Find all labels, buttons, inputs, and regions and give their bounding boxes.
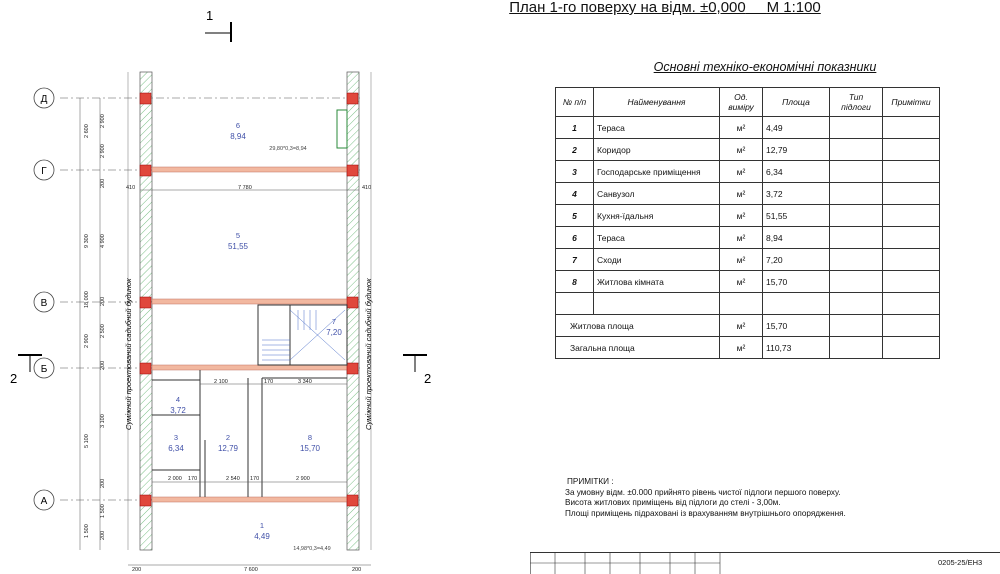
dim-vertical: 4 900: [100, 234, 106, 248]
room-label: [254, 521, 331, 552]
row-notes: [883, 161, 940, 183]
table-row: [556, 227, 940, 249]
notes-block: [565, 477, 846, 519]
room-area: 8,94: [230, 132, 246, 141]
row-unit: м²: [720, 139, 763, 161]
row-notes: [883, 117, 940, 139]
tub-icon: [337, 110, 347, 148]
table-title: Основні техніко-економічні показники: [653, 60, 877, 74]
notes-heading: ПРИМІТКИ :: [567, 477, 614, 486]
room-area-calc: 29,80*0,3=8,94: [269, 146, 307, 152]
dim-bottom: 200: [132, 567, 142, 573]
section-label-right: 2: [424, 371, 432, 386]
dim-vertical-outer: 5 100: [84, 434, 90, 448]
row-floor-type: [830, 249, 883, 271]
dim-vertical: 3 100: [100, 414, 106, 428]
row-no: 7: [556, 249, 594, 271]
row-no: 6: [556, 227, 594, 249]
row-floor-type: [830, 139, 883, 161]
row-floor-type: [830, 183, 883, 205]
table-row: [556, 117, 940, 139]
total-unit: м²: [720, 315, 763, 337]
room-number: 6: [235, 121, 241, 130]
table-row: [556, 183, 940, 205]
dim-horizontal: 410: [126, 185, 136, 191]
dim-horizontal: 3 340: [298, 379, 312, 385]
drawing-scale: М 1:100: [766, 0, 821, 16]
room-label: [170, 395, 186, 415]
section-mark-right: [403, 355, 431, 386]
axis-marker: [34, 292, 54, 312]
room-number: 4: [175, 395, 181, 404]
table-header-row: [556, 88, 940, 117]
row-unit: м²: [720, 249, 763, 271]
row-unit: м²: [720, 161, 763, 183]
notes-line: Висота житлових приміщень від підлоги до стелі - 3,00м.: [565, 498, 781, 507]
room-area: 51,55: [227, 242, 249, 251]
empty-cell: [883, 337, 940, 359]
room-label: [326, 317, 342, 337]
axis-marker: [34, 88, 54, 108]
room-label: [218, 433, 239, 453]
dim-horizontal: 2 100: [214, 379, 228, 385]
empty-cell: [556, 293, 594, 315]
dim-vertical: 2 900: [100, 144, 106, 158]
row-unit: м²: [720, 205, 763, 227]
row-no: 3: [556, 161, 594, 183]
header-unit: Од. виміру: [720, 88, 763, 117]
dim-vertical: 200: [100, 530, 106, 540]
room-area: 12,79: [217, 444, 239, 453]
total-area: 15,70: [763, 315, 830, 337]
dim-vertical: 1 500: [100, 504, 106, 518]
room-number: 5: [235, 231, 241, 240]
dim-vertical: 200: [100, 296, 106, 306]
axis-marker: [34, 490, 54, 510]
row-area: 7,20: [763, 249, 830, 271]
room-area: 7,20: [326, 328, 342, 337]
row-no: 1: [556, 117, 594, 139]
right-wall-label: Суміжний проектований садибний будинок: [364, 278, 373, 430]
empty-cell: [883, 293, 940, 315]
room-label: [228, 231, 249, 251]
table-row: [556, 271, 940, 293]
header-name: Найменування: [594, 88, 720, 117]
drawing-title-text: План 1-го поверху на відм. ±0,000: [509, 0, 746, 16]
dim-vertical-outer: 1 500: [84, 524, 90, 538]
empty-cell: [594, 293, 720, 315]
row-name: Господарське приміщення: [594, 161, 720, 183]
room-number: 2: [225, 433, 231, 442]
row-floor-type: [830, 117, 883, 139]
total-area: 110,73: [763, 337, 830, 359]
row-area: 3,72: [763, 183, 830, 205]
axis-label: Б: [40, 364, 48, 375]
dim-vertical-outer: 18 000: [84, 291, 90, 308]
row-area: 8,94: [763, 227, 830, 249]
left-wall-label: Суміжний проектований садибний будинок: [124, 278, 133, 430]
empty-cell: [830, 337, 883, 359]
dim-bottom: 200: [352, 567, 362, 573]
row-notes: [883, 227, 940, 249]
row-floor-type: [830, 205, 883, 227]
dim-horizontal: 7 780: [238, 185, 252, 191]
row-no: 5: [556, 205, 594, 227]
total-name: Житлова площа: [556, 315, 720, 337]
room-area: 6,34: [168, 444, 184, 453]
dim-horizontal: 170: [264, 379, 274, 385]
row-floor-type: [830, 161, 883, 183]
axis-label: Д: [40, 94, 48, 105]
row-unit: м²: [720, 183, 763, 205]
row-name: Санвузол: [594, 183, 720, 205]
axis-label: Г: [41, 166, 47, 177]
row-area: 15,70: [763, 271, 830, 293]
row-name: Кухня-їдальня: [594, 205, 720, 227]
room-label: [300, 433, 321, 453]
notes-line: Площі приміщень підраховані із врахуванням внутрішнього опорядження.: [565, 508, 846, 518]
row-notes: [883, 183, 940, 205]
row-no: 4: [556, 183, 594, 205]
room-label: [230, 121, 307, 152]
row-notes: [883, 249, 940, 271]
dim-horizontal: 2 900: [296, 476, 310, 482]
dim-vertical: 200: [100, 478, 106, 488]
empty-cell: [720, 293, 763, 315]
empty-cell: [763, 293, 830, 315]
row-no: 8: [556, 271, 594, 293]
section-label-top: 1: [206, 8, 214, 23]
section-label-left: 2: [10, 371, 18, 386]
row-notes: [883, 205, 940, 227]
table-row: [556, 249, 940, 271]
header-area: Площа: [763, 88, 830, 117]
axis-label: В: [40, 298, 48, 309]
dim-bottom: 7 600: [244, 567, 258, 573]
room-area: 15,70: [299, 444, 321, 453]
dim-vertical-outer: 9 300: [84, 234, 90, 248]
row-unit: м²: [720, 117, 763, 139]
section-mark-top: [205, 8, 231, 42]
dim-vertical: 2 900: [100, 114, 106, 128]
table-row-empty: [556, 293, 940, 315]
row-notes: [883, 139, 940, 161]
row-name: Сходи: [594, 249, 720, 271]
total-name: Загальна площа: [556, 337, 720, 359]
room-number: 8: [307, 433, 313, 442]
total-unit: м²: [720, 337, 763, 359]
stamp-code: 0205-25/ЕН3: [938, 558, 983, 567]
title-block-stamp: [530, 552, 1000, 574]
notes-line: За умовну відм. ±0.000 прийнято рівень чистої підлоги першого поверху.: [565, 487, 841, 497]
axis-marker: [34, 358, 54, 378]
room-number: 1: [259, 521, 265, 530]
table-total-row: [556, 315, 940, 337]
axis-label: А: [40, 496, 48, 507]
header-no: № п/п: [556, 88, 594, 117]
dim-horizontal: 2 000: [168, 476, 182, 482]
dim-vertical-outer: 2 600: [84, 124, 90, 138]
dim-vertical: 200: [100, 178, 106, 188]
row-area: 12,79: [763, 139, 830, 161]
row-area: 51,55: [763, 205, 830, 227]
room-area: 3,72: [170, 406, 186, 415]
dim-horizontal: 2 540: [226, 476, 240, 482]
room-area: 4,49: [254, 532, 270, 541]
dim-horizontal: 410: [362, 185, 372, 191]
dim-vertical: 2 500: [100, 324, 106, 338]
empty-cell: [830, 293, 883, 315]
row-name: Тераса: [594, 117, 720, 139]
room-number: 3: [173, 433, 179, 442]
row-name: Житлова кімната: [594, 271, 720, 293]
room-label: [168, 433, 184, 453]
empty-cell: [830, 315, 883, 337]
table-row: [556, 161, 940, 183]
left-wall: [140, 72, 152, 550]
dim-vertical-outer: 2 900: [84, 334, 90, 348]
indicators-table: [555, 87, 940, 359]
row-area: 6,34: [763, 161, 830, 183]
table-row: [556, 205, 940, 227]
dim-horizontal: 170: [188, 476, 198, 482]
axis-marker: [34, 160, 54, 180]
row-notes: [883, 271, 940, 293]
row-name: Тераса: [594, 227, 720, 249]
row-name: Коридор: [594, 139, 720, 161]
room-area-calc: 14,98*0,3=4,49: [293, 546, 331, 552]
table-row: [556, 139, 940, 161]
empty-cell: [883, 315, 940, 337]
right-wall: [347, 72, 359, 550]
row-unit: м²: [720, 227, 763, 249]
room-number: 7: [331, 317, 337, 326]
dim-vertical: 200: [100, 360, 106, 370]
header-notes: Примітки: [883, 88, 940, 117]
dim-horizontal: 170: [250, 476, 260, 482]
header-floor-type: Тип підлоги: [830, 88, 883, 117]
row-floor-type: [830, 271, 883, 293]
table-total-row: [556, 337, 940, 359]
row-unit: м²: [720, 271, 763, 293]
row-floor-type: [830, 227, 883, 249]
row-no: 2: [556, 139, 594, 161]
row-area: 4,49: [763, 117, 830, 139]
